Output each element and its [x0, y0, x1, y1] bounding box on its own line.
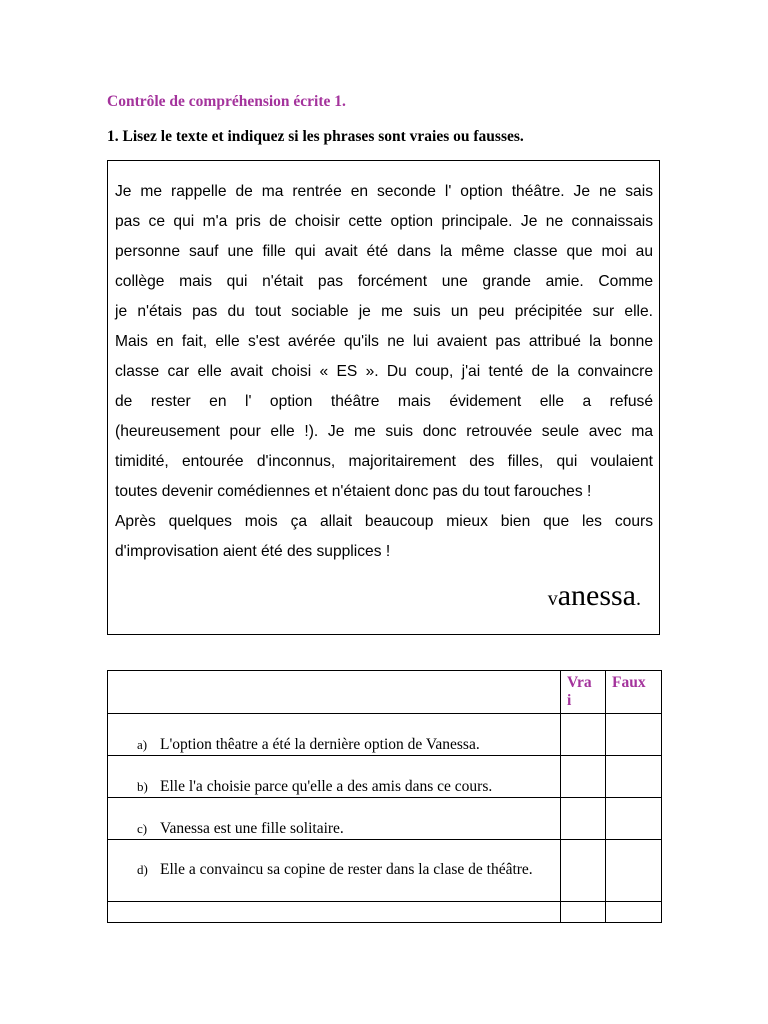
table-row	[108, 714, 662, 756]
passage-line: Mais en fait, elle s'est avérée qu'ils ne lui avaient pas attribué la bonne	[115, 333, 653, 350]
answer-false-cell[interactable]	[606, 798, 662, 840]
table-row-empty	[108, 902, 662, 923]
empty-cell	[561, 902, 606, 923]
table-header-empty-cell	[108, 671, 561, 714]
answer-false-cell[interactable]	[606, 714, 662, 756]
table-row	[108, 798, 662, 840]
passage-line: timidité, entourée d'inconnus, majoritairement des filles, qui voulaient	[115, 453, 653, 470]
passage-line: je n'étais pas du tout sociable je me suis un peu précipitée sur elle.	[115, 303, 653, 320]
statement-marker: d)	[137, 862, 148, 877]
passage-line: Après quelques mois ça allait beaucoup mieux bien que les cours	[115, 513, 653, 530]
statement-cell	[108, 798, 561, 840]
answer-true-cell[interactable]	[561, 756, 606, 798]
statement-marker: b)	[137, 779, 148, 794]
passage-line: Je me rappelle de ma rentrée en seconde l' option théâtre. Je ne sais	[115, 183, 653, 200]
statement-cell	[108, 756, 561, 798]
table-header-row	[108, 671, 662, 714]
passage-line: de rester en l' option théâtre mais évidement elle a refusé	[115, 393, 653, 410]
answer-false-cell[interactable]	[606, 756, 662, 798]
statement-cell	[108, 714, 561, 756]
empty-cell	[108, 902, 561, 923]
passage-line: collège mais qui n'était pas forcément une grande amie. Comme	[115, 273, 653, 290]
reading-passage-box	[107, 160, 660, 635]
statement-marker: c)	[137, 821, 148, 836]
passage-line: toutes devenir comédiennes et n'étaient donc pas du tout farouches !	[115, 483, 592, 500]
answer-false-cell[interactable]	[606, 840, 662, 902]
passage-line: (heureusement pour elle !). Je me suis donc retrouvée seule avec ma	[115, 423, 653, 440]
table-row	[108, 840, 662, 902]
statement-cell	[108, 840, 561, 902]
passage-line: pas ce qui m'a pris de choisir cette option principale. Je ne connaissais	[115, 213, 653, 230]
signature-name: anessa	[557, 579, 636, 612]
column-header-false: Faux	[606, 671, 662, 714]
author-signature	[548, 579, 641, 613]
column-header-true: Vrai	[561, 671, 606, 714]
answer-true-cell[interactable]	[561, 714, 606, 756]
statement-text: Elle a convaincu sa copine de rester dans la clase de théâtre.	[160, 861, 533, 878]
statement-text: L'option thêatre a été la dernière option de Vanessa.	[160, 736, 480, 753]
statement-text: Elle l'a choisie parce qu'elle a des amis dans ce cours.	[160, 778, 493, 795]
reading-passage	[115, 177, 653, 567]
true-false-table	[107, 670, 662, 923]
passage-line: personne sauf une fille qui avait été dans la même classe que moi au	[115, 243, 653, 260]
table-row	[108, 756, 662, 798]
passage-line: classe car elle avait choisi « ES ». Du coup, j'ai tenté de la convaincre	[115, 363, 653, 380]
empty-cell	[606, 902, 662, 923]
signature-dot: .	[636, 588, 641, 610]
statement-text: Vanessa est une fille solitaire.	[160, 820, 344, 837]
exercise-instruction: 1. Lisez le texte et indiquez si les phrases sont vraies ou fausses.	[107, 128, 524, 145]
answer-true-cell[interactable]	[561, 798, 606, 840]
exercise-title: Contrôle de compréhension écrite 1.	[107, 93, 346, 110]
passage-line: d'improvisation aient été des supplices !	[115, 543, 391, 560]
signature-initial: v	[547, 588, 558, 610]
answer-true-cell[interactable]	[561, 840, 606, 902]
statement-marker: a)	[137, 737, 148, 752]
